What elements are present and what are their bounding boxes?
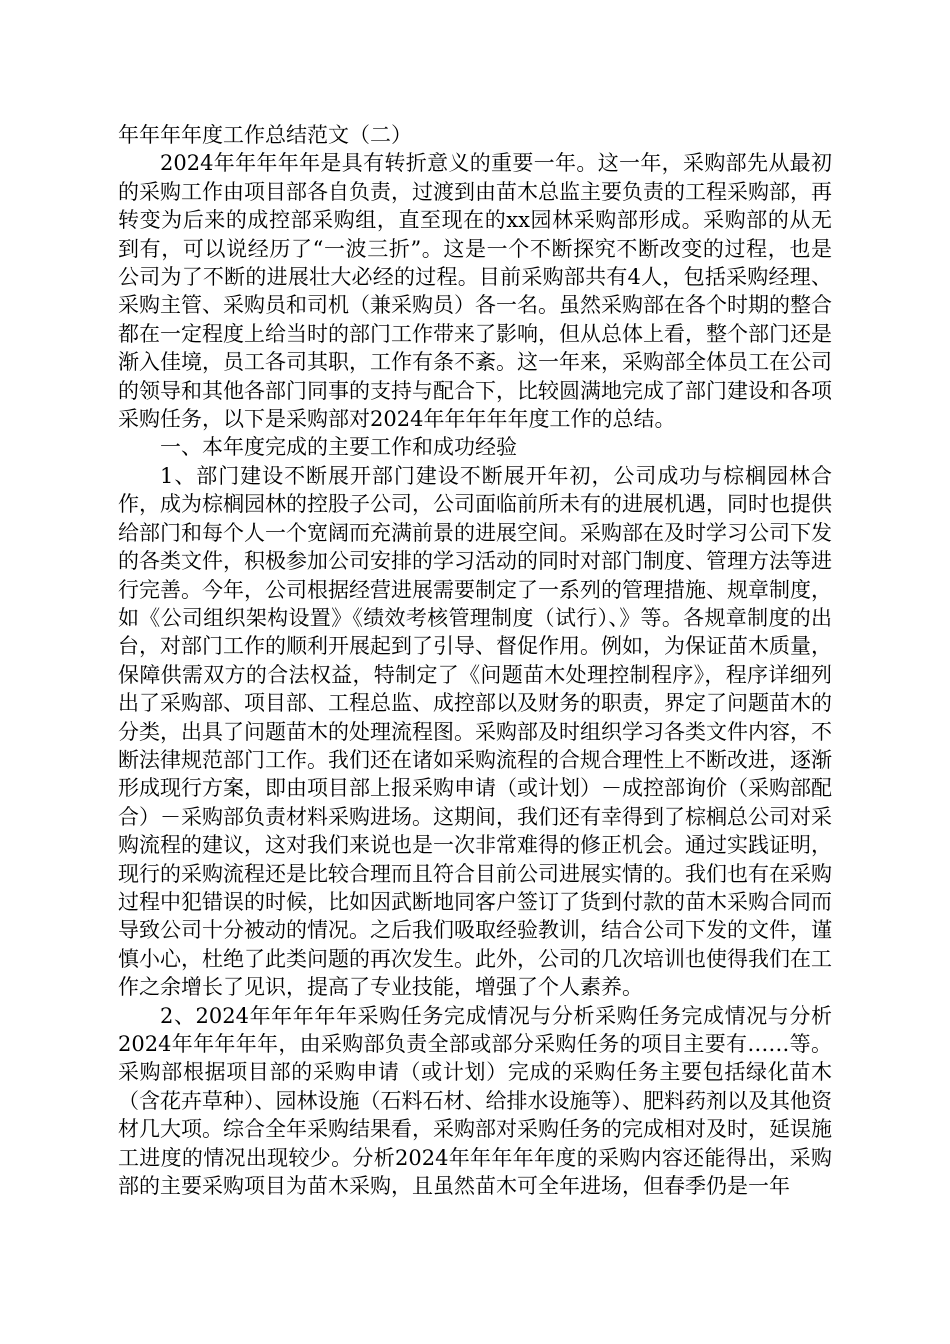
document-title: 年年年年度工作总结范文（二）: [118, 123, 412, 147]
section-heading: 一、本年度完成的主要工作和成功经验: [160, 435, 517, 460]
paragraph-department-building: 1、部门建设不断展开部门建设不断展开年初，公司成功与棕榈园林合作，成为棕榈园林的控股子公司，公司面临前所未有的进展机遇，同时也提供给部门和每个人一个宽阔而充满前景的进展空间。采购部在及时学习公司下发的各类文件，积极参加公司安排的学习活动的同时对部门制度、管理方法等进行完善。今年，公司根据经营进展需要制定了一系列的管理措施、规章制度，如《公司组织架构设置》《绩效考核管理制度（试行）、》等。各规章制度的出台，对部门工作的顺利开展起到了引导、督促作用。例如，为保证苗木质量，保障供需双方的合法权益，特制定了《问题苗木处理控制程序》，程序详细列出了采购部、项目部、工程总监、成控部以及财务的职责，界定了问题苗木的分类，出具了问题苗木的处理流程图。采购部及时组织学习各类文件内容，不断法律规范部门工作。我们还在诸如采购流程的合规合理性上不断改进，逐渐形成现行方案，即由项目部上报采购申请（或计划）－成控部询价（采购部配合）－采购部负责材料采购进场。这期间，我们还有幸得到了棕榈总公司对采购流程的建议，这对我们来说也是一次非常难得的修正机会。通过实践证明，现行的采购流程还是比较合理而且符合目前公司进展实情的。我们也有在采购过程中犯错误的时候，比如因武断地同客户签订了货到付款的苗木采购合同而导致公司十分被动的情况。之后我们吸取经验教训，结合公司下发的文件，谨慎小心，杜绝了此类问题的再次发生。此外，公司的几次培训也使得我们在工作之余增长了见识，提高了专业技能，增强了个人素养。: [118, 463, 832, 1000]
paragraph-procurement-tasks: 2、2024年年年年年采购任务完成情况与分析采购任务完成情况与分析2024年年年年年，由采购部负责全部或部分采购任务的项目主要有……等。采购部根据项目部的采购申请（或计划）完成的采购任务主要包括绿化苗木（含花卉草种）、园林设施（石料石材、给排水设施等）、肥料药剂以及其他资材几大项。综合全年采购结果看，采购部对采购任务的完成相对及时，延误施工进度的情况出现较少。分析2024年年年年年度的采购内容还能得出，采购部的主要采购项目为苗木采购，且虽然苗木可全年进场，但春季仍是一年: [118, 1003, 832, 1199]
document-page: [118, 121, 832, 1200]
paragraph-intro: 2024年年年年年是具有转折意义的重要一年。这一年，采购部先从最初的采购工作由项目部各自负责，过渡到由苗木总监主要负责的工程采购部，再转变为后来的成控部采购组，直至现在的xx园林采购部形成。采购部的从无到有，可以说经历了“一波三折”。这是一个不断探究不断改变的过程，也是公司为了不断的进展壮大必经的过程。目前采购部共有4人，包括采购经理、采购主管、采购员和司机（兼采购员）各一名。虽然采购部在各个时期的整合都在一定程度上给当时的部门工作带来了影响，但从总体上看，整个部门还是渐入佳境，员工各司其职，工作有条不紊。这一年来，采购部全体员工在公司的领导和其他各部门同事的支持与配合下，比较圆满地完成了部门建设和各项采购任务，以下是采购部对2024年年年年年度工作的总结。: [118, 151, 832, 432]
